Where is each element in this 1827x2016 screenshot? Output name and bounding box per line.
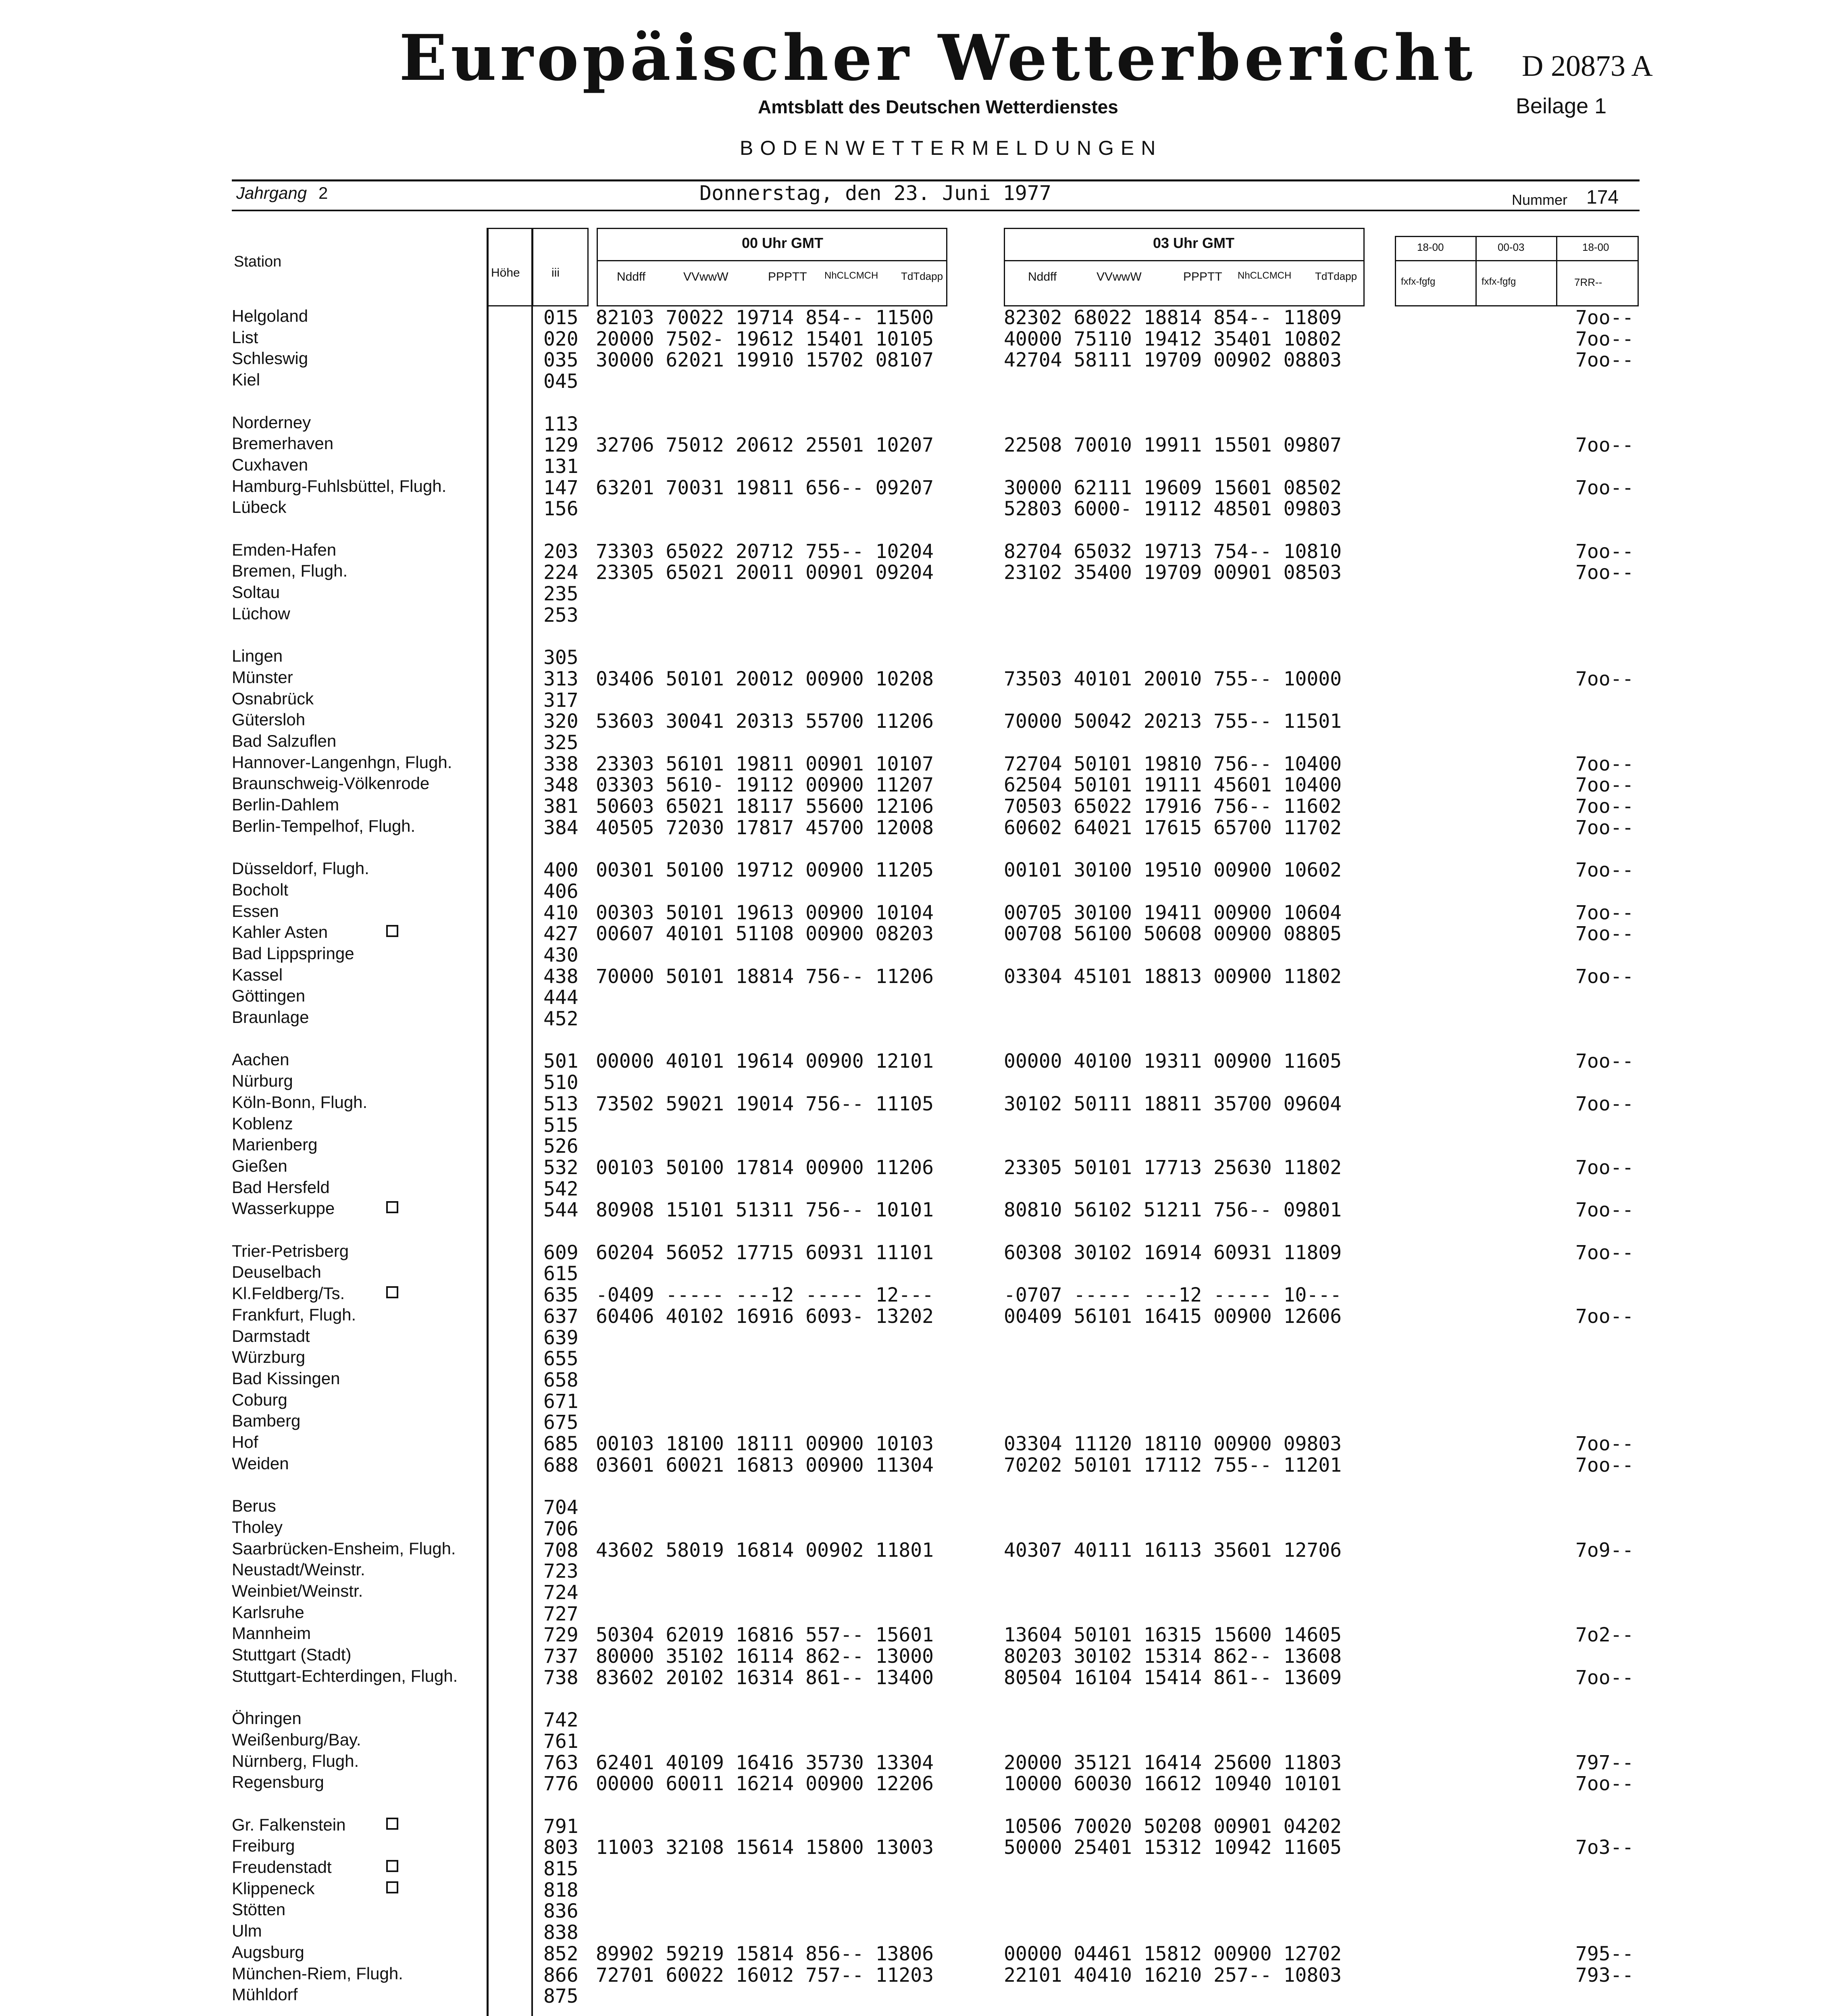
station-name: Weinbiet/Weinstr. <box>232 1581 363 1600</box>
station-name: Helgoland <box>232 306 308 325</box>
header-00-divider <box>597 260 947 261</box>
report-00-utc: 73303 65022 20712 755-- 10204 <box>596 540 934 563</box>
issue-date: Donnerstag, den 23. Juni 1977 <box>699 181 1051 205</box>
station-name: Kl.Feldberg/Ts. <box>232 1284 345 1303</box>
station-number: 671 <box>543 1390 578 1413</box>
column-iii: iii <box>551 266 560 279</box>
report-00-utc: 00103 18100 18111 00900 10103 <box>596 1433 934 1455</box>
report-03-utc: 60308 30102 16914 60931 11809 <box>1004 1241 1342 1264</box>
report-00-utc: 63201 70031 19811 656-- 09207 <box>596 477 934 499</box>
precip-18-00: 7oo-- <box>1575 902 1634 924</box>
report-03-utc: 73503 40101 20010 755-- 10000 <box>1004 668 1342 690</box>
station-name: Hamburg-Fuhlsbüttel, Flugh. <box>232 477 447 496</box>
station-name: Bad Hersfeld <box>232 1178 330 1197</box>
beilage-label: Beilage 1 <box>1516 94 1607 118</box>
report-03-utc: 00101 30100 19510 00900 10602 <box>1004 859 1342 881</box>
precip-18-00: 7oo-- <box>1575 753 1634 775</box>
station-number: 836 <box>543 1900 578 1922</box>
station-number: 147 <box>543 477 578 499</box>
col-r2-top: 00-03 <box>1498 241 1525 253</box>
report-03-utc: 22508 70010 19911 15501 09807 <box>1004 434 1342 456</box>
group-03-title: 03 Uhr GMT <box>1153 235 1235 251</box>
station-name: Klippeneck <box>232 1879 315 1898</box>
report-03-utc: 80810 56102 51211 756-- 09801 <box>1004 1199 1342 1221</box>
mountain-station-marker <box>386 1201 398 1213</box>
station-number: 776 <box>543 1772 578 1795</box>
col03-ppptt: PPPTT <box>1183 270 1222 283</box>
station-number: 803 <box>543 1836 578 1859</box>
station-name: Lüchow <box>232 604 290 623</box>
report-03-utc: 23305 50101 17713 25630 11802 <box>1004 1156 1342 1179</box>
report-00-utc: -0409 ----- ---12 ----- 12--- <box>596 1284 934 1306</box>
precip-18-00: 7oo-- <box>1575 965 1634 988</box>
precip-18-00: 7oo-- <box>1575 1772 1634 1795</box>
station-number: 015 <box>543 306 578 329</box>
report-00-utc: 43602 58019 16814 00902 11801 <box>596 1539 934 1562</box>
station-name: Braunschweig-Völkenrode <box>232 774 430 793</box>
station-number: 708 <box>543 1539 578 1562</box>
report-03-utc: 82704 65032 19713 754-- 10810 <box>1004 540 1342 563</box>
station-number: 688 <box>543 1454 578 1477</box>
jahrgang-value: 2 <box>318 183 328 202</box>
report-00-utc: 20000 7502- 19612 15401 10105 <box>596 328 934 350</box>
document-title: Europäischer Wetterbericht <box>399 21 1476 95</box>
station-name: Aachen <box>232 1050 289 1069</box>
report-00-utc: 50603 65021 18117 55600 12106 <box>596 795 934 818</box>
station-name: Braunlage <box>232 1008 309 1027</box>
station-number: 325 <box>543 731 578 754</box>
report-03-utc: 00705 30100 19411 00900 10604 <box>1004 902 1342 924</box>
station-name: Lingen <box>232 646 283 665</box>
precip-18-00: 795-- <box>1575 1943 1634 1965</box>
station-name: Bamberg <box>232 1411 301 1430</box>
station-number: 131 <box>543 455 578 478</box>
report-00-utc: 80908 15101 51311 756-- 10101 <box>596 1199 934 1221</box>
report-03-utc: 30102 50111 18811 35700 09604 <box>1004 1093 1342 1115</box>
station-name: Coburg <box>232 1390 287 1409</box>
station-name: Regensburg <box>232 1772 324 1791</box>
col-rr-top: 18-00 <box>1582 241 1609 253</box>
report-03-utc: 30000 62111 19609 15601 08502 <box>1004 477 1342 499</box>
report-00-utc: 82103 70022 19714 854-- 11500 <box>596 306 934 329</box>
station-name: Mannheim <box>232 1624 311 1643</box>
precip-18-00: 7oo-- <box>1575 923 1634 945</box>
report-00-utc: 00000 40101 19614 00900 12101 <box>596 1050 934 1073</box>
report-00-utc: 03601 60021 16813 00900 11304 <box>596 1454 934 1477</box>
station-number: 706 <box>543 1518 578 1540</box>
precip-18-00: 793-- <box>1575 1964 1634 1987</box>
station-number: 045 <box>543 370 578 393</box>
report-03-utc: 10506 70020 50208 00901 04202 <box>1004 1815 1342 1838</box>
col00-vvwww: VVwwW <box>683 270 728 283</box>
station-number: 515 <box>543 1114 578 1137</box>
report-00-utc: 72701 60022 16012 757-- 11203 <box>596 1964 934 1987</box>
report-00-utc: 00303 50101 19613 00900 10104 <box>596 902 934 924</box>
station-number: 427 <box>543 923 578 945</box>
report-03-utc: 82302 68022 18814 854-- 11809 <box>1004 306 1342 329</box>
station-number: 235 <box>543 583 578 605</box>
precip-18-00: 7oo-- <box>1575 1050 1634 1073</box>
station-number: 156 <box>543 498 578 520</box>
station-number: 452 <box>543 1008 578 1030</box>
report-00-utc: 89902 59219 15814 856-- 13806 <box>596 1943 934 1965</box>
mountain-station-marker <box>386 1818 398 1830</box>
report-00-utc: 60406 40102 16916 6093- 13202 <box>596 1305 934 1328</box>
station-number: 655 <box>543 1347 578 1370</box>
station-name: Gr. Falkenstein <box>232 1815 346 1834</box>
column-hoehe: Höhe <box>491 266 520 279</box>
station-name: München-Riem, Flugh. <box>232 1964 403 1983</box>
station-name: Düsseldorf, Flugh. <box>232 859 369 878</box>
document-id: D 20873 A <box>1522 50 1653 83</box>
station-name: Osnabrück <box>232 689 314 708</box>
station-name: Münster <box>232 668 293 687</box>
station-number: 637 <box>543 1305 578 1328</box>
station-name: Wasserkuppe <box>232 1199 335 1218</box>
mountain-station-marker <box>386 1881 398 1893</box>
precip-18-00: 7o9-- <box>1575 1539 1634 1562</box>
precip-18-00: 7oo-- <box>1575 328 1634 350</box>
station-name: Gütersloh <box>232 710 306 729</box>
group-00-title: 00 Uhr GMT <box>742 235 824 251</box>
station-number: 384 <box>543 816 578 839</box>
station-name: Augsburg <box>232 1943 304 1962</box>
station-name: Weiden <box>232 1454 289 1473</box>
station-number: 685 <box>543 1433 578 1455</box>
precip-18-00: 7oo-- <box>1575 1156 1634 1179</box>
header-03-divider <box>1004 260 1365 261</box>
header-extra-sep1 <box>1475 236 1477 306</box>
report-03-utc: 42704 58111 19709 00902 08803 <box>1004 349 1342 371</box>
station-number: 639 <box>543 1327 578 1349</box>
station-number: 723 <box>543 1560 578 1583</box>
col-r1-top: 18-00 <box>1417 241 1444 253</box>
station-name: Schleswig <box>232 349 308 368</box>
station-number: 406 <box>543 880 578 903</box>
station-number: 658 <box>543 1369 578 1391</box>
report-03-utc: 60602 64021 17615 65700 11702 <box>1004 816 1342 839</box>
station-name: Freiburg <box>232 1836 295 1855</box>
station-name: Darmstadt <box>232 1327 310 1345</box>
station-number: 035 <box>543 349 578 371</box>
station-name: Koblenz <box>232 1114 293 1133</box>
station-name: Neustadt/Weinstr. <box>232 1560 365 1579</box>
precip-18-00: 7oo-- <box>1575 1093 1634 1115</box>
station-number: 444 <box>543 986 578 1009</box>
station-name: Stötten <box>232 1900 286 1919</box>
header-extra-sep2 <box>1556 236 1557 306</box>
report-03-utc: 00708 56100 50608 00900 08805 <box>1004 923 1342 945</box>
station-number: 532 <box>543 1156 578 1179</box>
report-00-utc: 23305 65021 20011 00901 09204 <box>596 561 934 584</box>
precip-18-00: 7oo-- <box>1575 306 1634 329</box>
station-number: 704 <box>543 1496 578 1519</box>
report-00-utc: 03406 50101 20012 00900 10208 <box>596 668 934 690</box>
station-name: Mühldorf <box>232 1985 298 2004</box>
precip-18-00: 7o2-- <box>1575 1624 1634 1646</box>
station-name: Essen <box>232 902 279 921</box>
report-03-utc: 72704 50101 19810 756-- 10400 <box>1004 753 1342 775</box>
col03-nddff: Nddff <box>1028 270 1057 283</box>
station-name: Bad Kissingen <box>232 1369 340 1388</box>
precip-18-00: 7oo-- <box>1575 1666 1634 1689</box>
station-number: 615 <box>543 1262 578 1285</box>
station-number: 729 <box>543 1624 578 1646</box>
precip-18-00: 7oo-- <box>1575 859 1634 881</box>
station-number: 224 <box>543 561 578 584</box>
jahrgang-label: Jahrgang <box>236 183 307 202</box>
header-extra-divider <box>1395 260 1639 261</box>
station-name: Hof <box>232 1433 258 1452</box>
station-name: Berlin-Tempelhof, Flugh. <box>232 816 416 835</box>
station-number: 253 <box>543 604 578 627</box>
station-number: 866 <box>543 1964 578 1987</box>
report-00-utc: 00607 40101 51108 00900 08203 <box>596 923 934 945</box>
station-name: Karlsruhe <box>232 1603 304 1622</box>
station-name: Tholey <box>232 1518 283 1537</box>
report-00-utc: 83602 20102 16314 861-- 13400 <box>596 1666 934 1689</box>
report-00-utc: 03303 5610- 19112 00900 11207 <box>596 774 934 796</box>
station-name: Marienberg <box>232 1135 318 1154</box>
station-number: 791 <box>543 1815 578 1838</box>
station-name: Kahler Asten <box>232 923 328 941</box>
report-00-utc: 11003 32108 15614 15800 13003 <box>596 1836 934 1859</box>
station-number: 852 <box>543 1943 578 1965</box>
report-03-utc: 03304 45101 18813 00900 11802 <box>1004 965 1342 988</box>
station-number: 338 <box>543 753 578 775</box>
station-name: Bremen, Flugh. <box>232 561 348 580</box>
report-03-utc: 00409 56101 16415 00900 12606 <box>1004 1305 1342 1328</box>
col00-tdtdapp: TdTdapp <box>901 270 943 282</box>
precip-18-00: 7oo-- <box>1575 1305 1634 1328</box>
station-number: 317 <box>543 689 578 712</box>
report-00-utc: 32706 75012 20612 25501 10207 <box>596 434 934 456</box>
report-00-utc: 50304 62019 16816 557-- 15601 <box>596 1624 934 1646</box>
precip-18-00: 7oo-- <box>1575 1454 1634 1477</box>
col00-nddff: Nddff <box>617 270 646 283</box>
col00-ppptt: PPPTT <box>768 270 807 283</box>
station-number: 724 <box>543 1581 578 1604</box>
col00-nhclcmch: NhCLCMCH <box>824 270 878 281</box>
station-name: Deuselbach <box>232 1262 321 1281</box>
report-00-utc: 00301 50100 19712 00900 11205 <box>596 859 934 881</box>
report-03-utc: 00000 40100 19311 00900 11605 <box>1004 1050 1342 1073</box>
station-name: Kiel <box>232 370 260 389</box>
station-name: Bocholt <box>232 880 289 899</box>
station-number: 738 <box>543 1666 578 1689</box>
station-name: Kassel <box>232 965 283 984</box>
report-03-utc: 40000 75110 19412 35401 10802 <box>1004 328 1342 350</box>
report-00-utc: 40505 72030 17817 45700 12008 <box>596 816 934 839</box>
report-00-utc: 00000 60011 16214 00900 12206 <box>596 1772 934 1795</box>
station-number: 430 <box>543 944 578 966</box>
station-name: Frankfurt, Flugh. <box>232 1305 356 1324</box>
station-number: 348 <box>543 774 578 796</box>
station-number: 020 <box>543 328 578 350</box>
report-03-utc: 80203 30102 15314 862-- 13608 <box>1004 1645 1342 1668</box>
document-subtitle: Amtsblatt des Deutschen Wetterdienstes <box>758 96 1118 117</box>
precip-18-00: 7oo-- <box>1575 816 1634 839</box>
column-station: Station <box>234 253 282 270</box>
report-03-utc: 50000 25401 15312 10942 11605 <box>1004 1836 1342 1859</box>
station-name: Freudenstadt <box>232 1858 332 1876</box>
precip-18-00: 7oo-- <box>1575 349 1634 371</box>
col03-vvwww: VVwwW <box>1097 270 1142 283</box>
precip-18-00: 7oo-- <box>1575 434 1634 456</box>
station-name: Stuttgart-Echterdingen, Flugh. <box>232 1666 458 1685</box>
station-name: Trier-Petrisberg <box>232 1241 349 1260</box>
report-03-utc: 80504 16104 15414 861-- 13609 <box>1004 1666 1342 1689</box>
station-number: 129 <box>543 434 578 456</box>
station-name: Emden-Hafen <box>232 540 337 559</box>
column-rule-iii <box>531 228 533 2016</box>
station-name: Öhringen <box>232 1709 302 1728</box>
report-03-utc: 70503 65022 17916 756-- 11602 <box>1004 795 1342 818</box>
station-name: Soltau <box>232 583 280 602</box>
report-00-utc: 70000 50101 18814 756-- 11206 <box>596 965 934 988</box>
section-title: BODENWETTERMELDUNGEN <box>740 137 1163 159</box>
station-number: 501 <box>543 1050 578 1073</box>
report-03-utc: 40307 40111 16113 35601 12706 <box>1004 1539 1342 1562</box>
report-00-utc: 80000 35102 16114 862-- 13000 <box>596 1645 934 1668</box>
report-03-utc: 70202 50101 17112 755-- 11201 <box>1004 1454 1342 1477</box>
report-00-utc: 30000 62021 19910 15702 08107 <box>596 349 934 371</box>
station-number: 410 <box>543 902 578 924</box>
station-number: 438 <box>543 965 578 988</box>
report-03-utc: 52803 6000- 19112 48501 09803 <box>1004 498 1342 520</box>
precip-18-00: 797-- <box>1575 1752 1634 1774</box>
report-00-utc: 00103 50100 17814 00900 11206 <box>596 1156 934 1179</box>
report-03-utc: 20000 35121 16414 25600 11803 <box>1004 1752 1342 1774</box>
station-name: Hannover-Langenhgn, Flugh. <box>232 753 452 772</box>
station-number: 815 <box>543 1858 578 1880</box>
nummer-label: Nummer <box>1512 192 1568 208</box>
precip-18-00: 7oo-- <box>1575 540 1634 563</box>
col03-nhclcmch: NhCLCMCH <box>1238 270 1292 281</box>
station-name: List <box>232 328 258 347</box>
station-number: 875 <box>543 1985 578 2008</box>
station-number: 544 <box>543 1199 578 1221</box>
header-box-iii <box>532 228 589 306</box>
station-name: Berlin-Dahlem <box>232 795 339 814</box>
report-03-utc: -0707 ----- ---12 ----- 10--- <box>1004 1284 1342 1306</box>
precip-18-00: 7oo-- <box>1575 1199 1634 1221</box>
station-number: 305 <box>543 646 578 669</box>
report-00-utc: 73502 59021 19014 756-- 11105 <box>596 1093 934 1115</box>
station-name: Cuxhaven <box>232 455 308 474</box>
precip-18-00: 7oo-- <box>1575 668 1634 690</box>
station-number: 635 <box>543 1284 578 1306</box>
report-03-utc: 10000 60030 16612 10940 10101 <box>1004 1772 1342 1795</box>
station-number: 542 <box>543 1178 578 1200</box>
station-name: Norderney <box>232 413 311 432</box>
station-number: 381 <box>543 795 578 818</box>
station-number: 675 <box>543 1411 578 1434</box>
station-name: Saarbrücken-Ensheim, Flugh. <box>232 1539 456 1558</box>
station-number: 513 <box>543 1093 578 1115</box>
station-name: Gießen <box>232 1156 287 1175</box>
column-rule-hoehe <box>487 228 489 2016</box>
header-rule-bottom <box>232 210 1640 211</box>
station-name: Bad Salzuflen <box>232 731 337 750</box>
station-number: 818 <box>543 1879 578 1901</box>
report-03-utc: 03304 11120 18110 00900 09803 <box>1004 1433 1342 1455</box>
report-03-utc: 62504 50101 19111 45601 10400 <box>1004 774 1342 796</box>
station-name: Köln-Bonn, Flugh. <box>232 1093 368 1112</box>
station-number: 313 <box>543 668 578 690</box>
station-name: Nürnberg, Flugh. <box>232 1752 359 1770</box>
station-name: Ulm <box>232 1921 262 1940</box>
station-name: Berus <box>232 1496 276 1515</box>
precip-18-00: 7oo-- <box>1575 795 1634 818</box>
nummer-value: 174 <box>1586 187 1619 208</box>
report-03-utc: 22101 40410 16210 257-- 10803 <box>1004 1964 1342 1987</box>
station-number: 838 <box>543 1921 578 1944</box>
station-number: 737 <box>543 1645 578 1668</box>
station-number: 742 <box>543 1709 578 1731</box>
station-number: 609 <box>543 1241 578 1264</box>
station-name: Lübeck <box>232 498 287 516</box>
precip-18-00: 7oo-- <box>1575 561 1634 584</box>
report-00-utc: 53603 30041 20313 55700 11206 <box>596 710 934 733</box>
station-number: 113 <box>543 413 578 435</box>
station-number: 763 <box>543 1752 578 1774</box>
mountain-station-marker <box>386 1860 398 1872</box>
station-number: 727 <box>543 1603 578 1625</box>
station-name: Bad Lippspringe <box>232 944 354 963</box>
station-number: 400 <box>543 859 578 881</box>
precip-18-00: 7oo-- <box>1575 1241 1634 1264</box>
report-00-utc: 23303 56101 19811 00901 10107 <box>596 753 934 775</box>
col-r2-sub: fxfx-fgfg <box>1482 276 1516 287</box>
station-number: 761 <box>543 1730 578 1753</box>
col-rr-sub: 7RR-- <box>1574 276 1602 288</box>
station-number: 510 <box>543 1071 578 1094</box>
mountain-station-marker <box>386 925 398 937</box>
station-number: 320 <box>543 710 578 733</box>
mountain-station-marker <box>386 1286 398 1298</box>
station-number: 526 <box>543 1135 578 1158</box>
precip-18-00: 7oo-- <box>1575 1433 1634 1455</box>
precip-18-00: 7oo-- <box>1575 477 1634 499</box>
precip-18-00: 7oo-- <box>1575 774 1634 796</box>
report-03-utc: 13604 50101 16315 15600 14605 <box>1004 1624 1342 1646</box>
report-03-utc: 23102 35400 19709 00901 08503 <box>1004 561 1342 584</box>
col-r1-sub: fxfx-fgfg <box>1401 276 1436 287</box>
station-name: Göttingen <box>232 986 306 1005</box>
precip-18-00: 7o3-- <box>1575 1836 1634 1859</box>
report-03-utc: 00000 04461 15812 00900 12702 <box>1004 1943 1342 1965</box>
report-00-utc: 62401 40109 16416 35730 13304 <box>596 1752 934 1774</box>
col03-tdtdapp: TdTdapp <box>1315 270 1357 282</box>
station-name: Nürburg <box>232 1071 293 1090</box>
report-00-utc: 60204 56052 17715 60931 11101 <box>596 1241 934 1264</box>
station-name: Stuttgart (Stadt) <box>232 1645 352 1664</box>
station-number: 203 <box>543 540 578 563</box>
station-name: Bremerhaven <box>232 434 334 453</box>
station-name: Weißenburg/Bay. <box>232 1730 361 1749</box>
station-name: Würzburg <box>232 1347 306 1366</box>
report-03-utc: 70000 50042 20213 755-- 11501 <box>1004 710 1342 733</box>
